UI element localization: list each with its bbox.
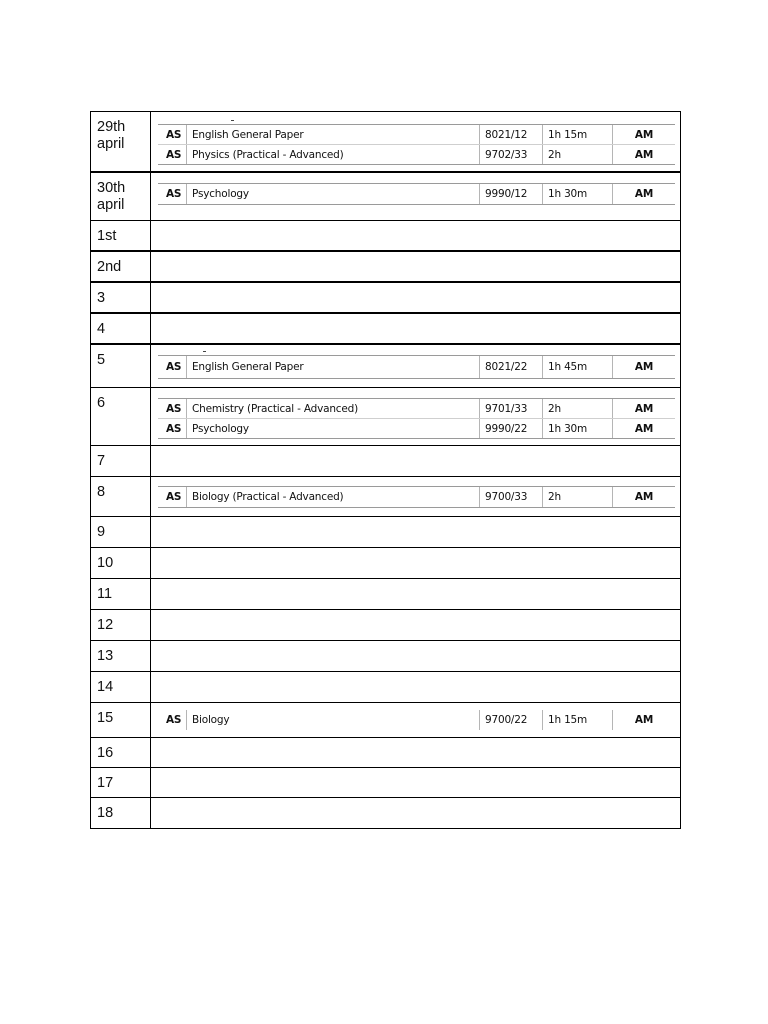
exam-code: 9702/33 <box>479 145 542 164</box>
date-cell: 16 <box>91 738 151 767</box>
exam-cell <box>151 517 680 547</box>
exam-level: AS <box>166 361 182 373</box>
exam-code: 8021/22 <box>479 356 542 378</box>
exam-block <box>158 398 675 439</box>
exam-duration: 1h 45m <box>542 356 612 378</box>
exam-cell <box>151 252 680 281</box>
date-cell: 12 <box>91 610 151 640</box>
date-cell: 1st <box>91 221 151 250</box>
exam-session: AM <box>612 487 675 507</box>
date-cell: 3 <box>91 283 151 312</box>
exam-entry <box>158 399 675 418</box>
exam-duration: 1h 30m <box>542 184 612 204</box>
exam-entry <box>158 125 675 144</box>
date-cell: 15 <box>91 703 151 737</box>
exam-cell <box>151 548 680 578</box>
exam-block <box>158 355 675 379</box>
exam-cell <box>151 388 680 445</box>
exam-session: AM <box>612 145 675 164</box>
exam-cell <box>151 579 680 609</box>
exam-subject: Chemistry (Practical - Advanced) <box>186 399 479 418</box>
schedule-row <box>91 446 680 477</box>
exam-cell <box>151 672 680 702</box>
schedule-row <box>91 798 680 829</box>
schedule-row <box>91 314 680 345</box>
exam-entry <box>158 487 675 507</box>
exam-entry <box>158 184 675 204</box>
schedule-row <box>91 112 680 173</box>
scan-mark <box>231 120 234 121</box>
exam-code: 9990/22 <box>479 419 542 438</box>
schedule-row <box>91 517 680 548</box>
exam-subject: Biology (Practical - Advanced) <box>186 487 479 507</box>
schedule-row <box>91 579 680 610</box>
exam-subject: English General Paper <box>186 125 479 144</box>
schedule-row <box>91 345 680 388</box>
exam-cell <box>151 112 680 171</box>
date-cell: 9 <box>91 517 151 547</box>
exam-cell <box>151 703 680 737</box>
schedule-row <box>91 610 680 641</box>
exam-duration: 2h <box>542 145 612 164</box>
exam-cell <box>151 768 680 797</box>
exam-level: AS <box>166 402 182 415</box>
exam-cell <box>151 221 680 250</box>
date-cell: 11 <box>91 579 151 609</box>
exam-code: 9701/33 <box>479 399 542 418</box>
exam-level: AS <box>166 491 182 503</box>
schedule-row <box>91 221 680 252</box>
date-cell: 2nd <box>91 252 151 281</box>
exam-level: AS <box>166 714 182 726</box>
exam-cell <box>151 173 680 220</box>
exam-cell <box>151 345 680 387</box>
date-cell: 29th april <box>91 112 151 171</box>
exam-level: AS <box>166 188 182 200</box>
date-cell: 6 <box>91 388 151 445</box>
exam-duration: 1h 30m <box>542 419 612 438</box>
exam-block <box>158 710 675 730</box>
date-cell: 17 <box>91 768 151 797</box>
date-cell: 13 <box>91 641 151 671</box>
exam-code: 9990/12 <box>479 184 542 204</box>
exam-block <box>158 124 675 165</box>
date-cell: 4 <box>91 314 151 343</box>
schedule-row <box>91 703 680 738</box>
exam-cell <box>151 738 680 767</box>
date-cell: 5 <box>91 345 151 387</box>
date-cell: 8 <box>91 477 151 516</box>
exam-session: AM <box>612 125 675 144</box>
exam-cell <box>151 610 680 640</box>
schedule-row <box>91 738 680 768</box>
exam-session: AM <box>612 399 675 418</box>
exam-level: AS <box>166 148 182 161</box>
exam-level: AS <box>166 128 182 141</box>
schedule-row <box>91 768 680 798</box>
exam-duration: 1h 15m <box>542 710 612 730</box>
schedule-row <box>91 173 680 221</box>
exam-cell <box>151 641 680 671</box>
exam-code: 9700/33 <box>479 487 542 507</box>
exam-subject: Psychology <box>186 184 479 204</box>
exam-duration: 2h <box>542 399 612 418</box>
schedule-row <box>91 672 680 703</box>
exam-code: 9700/22 <box>479 710 542 730</box>
exam-code: 8021/12 <box>479 125 542 144</box>
exam-level: AS <box>166 422 182 435</box>
exam-block <box>158 486 675 508</box>
exam-block <box>158 183 675 205</box>
exam-entry <box>158 710 675 730</box>
schedule-row <box>91 252 680 283</box>
date-cell: 18 <box>91 798 151 828</box>
date-cell: 30th april <box>91 173 151 220</box>
exam-duration: 1h 15m <box>542 125 612 144</box>
exam-cell <box>151 283 680 312</box>
schedule-row <box>91 548 680 579</box>
exam-session: AM <box>612 184 675 204</box>
schedule-row <box>91 477 680 517</box>
date-cell: 10 <box>91 548 151 578</box>
exam-entry <box>158 144 675 164</box>
exam-subject: Biology <box>186 710 479 730</box>
exam-session: AM <box>612 710 675 730</box>
schedule-row <box>91 388 680 446</box>
schedule-row <box>91 283 680 314</box>
exam-session: AM <box>612 419 675 438</box>
exam-session: AM <box>612 356 675 378</box>
date-cell: 14 <box>91 672 151 702</box>
schedule-row <box>91 641 680 672</box>
exam-subject: Physics (Practical - Advanced) <box>186 145 479 164</box>
scan-mark <box>203 351 206 352</box>
exam-cell <box>151 446 680 476</box>
exam-schedule-table <box>90 111 681 829</box>
exam-entry <box>158 356 675 378</box>
date-cell: 7 <box>91 446 151 476</box>
exam-cell <box>151 798 680 828</box>
exam-entry <box>158 418 675 438</box>
exam-subject: English General Paper <box>186 356 479 378</box>
exam-duration: 2h <box>542 487 612 507</box>
exam-subject: Psychology <box>186 419 479 438</box>
exam-cell <box>151 314 680 343</box>
exam-cell <box>151 477 680 516</box>
